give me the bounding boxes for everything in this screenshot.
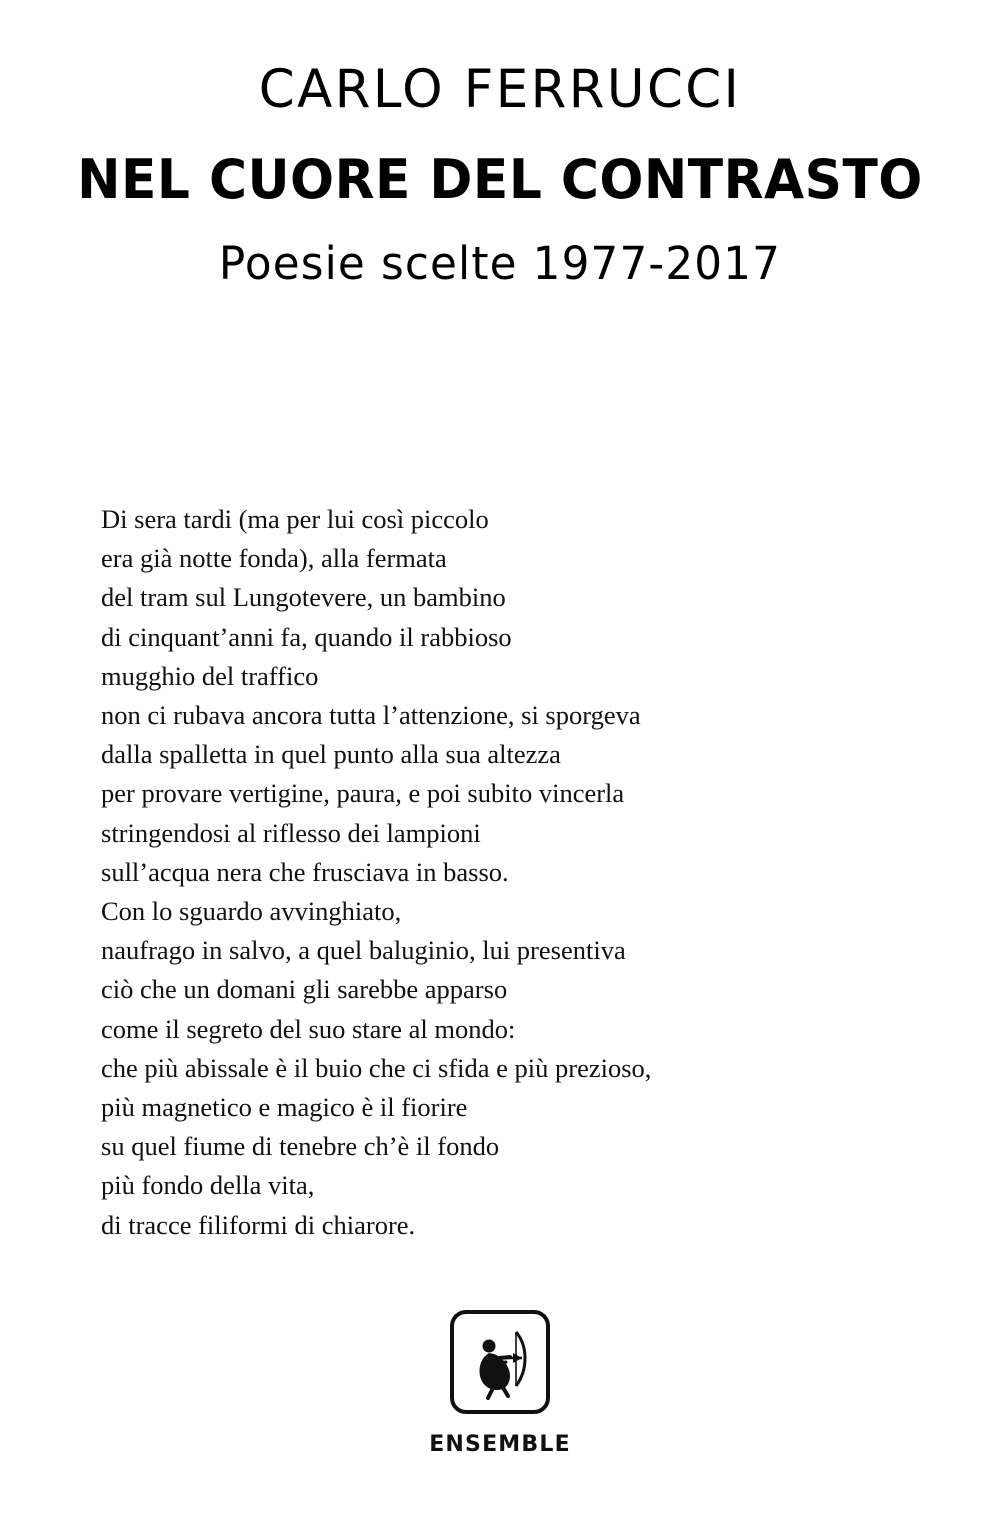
poem-line: su quel fiume di tenebre ch’è il fondo: [101, 1131, 500, 1162]
book-subtitle: Poesie scelte 1977-2017: [218, 237, 782, 291]
archer-figure-icon: [464, 1324, 536, 1400]
poem-line: per provare vertigine, paura, e poi subito vincerla: [101, 778, 625, 809]
poem-line: di cinquant’anni fa, quando il rabbioso: [101, 621, 512, 652]
poem-line: sull’acqua nera che frusciava in basso.: [101, 856, 509, 887]
poem-line: più fondo della vita,: [101, 1170, 315, 1201]
publisher-name: ENSEMBLE: [429, 1432, 571, 1457]
poem-line: che più abissale è il buio che ci sfida e più prezioso,: [101, 1052, 652, 1083]
poem-line: dalla spalletta in quel punto alla sua altezza: [101, 739, 561, 770]
poem-line: Con lo sguardo avvinghiato,: [101, 896, 402, 927]
publisher-mark-badge: [450, 1310, 550, 1414]
poem-line: del tram sul Lungotevere, un bambino: [101, 582, 506, 613]
poem-line: più magnetico e magico è il fiorire: [101, 1092, 468, 1123]
poem-line: come il segreto del suo stare al mondo:: [101, 1013, 516, 1044]
title-block: [0, 59, 1000, 291]
poem-line: Di sera tardi (ma per lui così piccolo: [101, 504, 489, 534]
author-name: CARLO FERRUCCI: [258, 59, 742, 120]
poem-line: ciò che un domani gli sarebbe apparso: [101, 974, 508, 1005]
poem-line: stringendosi al riflesso dei lampioni: [101, 817, 481, 848]
poem-line: di tracce filiformi di chiarore.: [101, 1209, 416, 1240]
publisher-logo: [0, 1310, 1000, 1457]
poem-line: non ci rubava ancora tutta l’attenzione, si sporgeva: [101, 700, 641, 731]
poem-text: [101, 500, 891, 1245]
poem-line: era già notte fonda), alla fermata: [101, 543, 447, 574]
page-title: NEL CUORE DEL CONTRASTO: [77, 147, 923, 211]
poem-line: mugghio del traffico: [101, 660, 319, 691]
poem-line: naufrago in salvo, a quel baluginio, lui presentiva: [101, 935, 626, 966]
